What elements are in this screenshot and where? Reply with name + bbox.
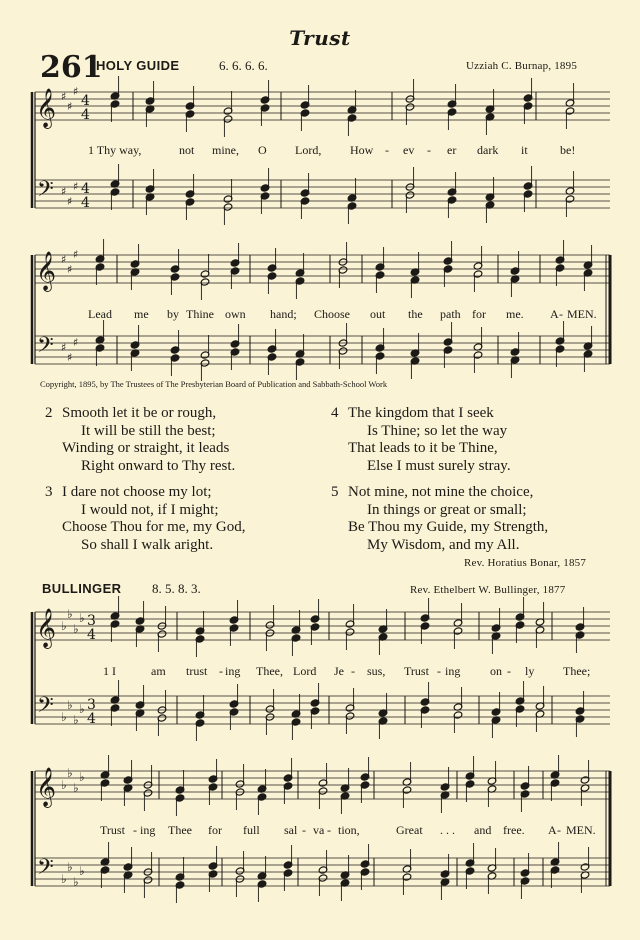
flat-icon: ♭ bbox=[67, 698, 73, 712]
lyric-syllable: MEN. bbox=[567, 307, 597, 321]
sharp-icon: ♯ bbox=[61, 185, 67, 198]
sharp-icon: ♯ bbox=[73, 85, 79, 98]
lyric-syllable: hand; bbox=[270, 307, 297, 321]
stanza-line: Not mine, not mine the choice, bbox=[348, 484, 534, 500]
time-signature: 4 bbox=[81, 107, 90, 123]
flat-icon: ♭ bbox=[67, 860, 73, 874]
lyric-syllable: ing bbox=[140, 823, 156, 837]
lyric-syllable: Je bbox=[334, 664, 344, 678]
flat-icon: ♭ bbox=[73, 781, 79, 795]
time-signature: 3 bbox=[87, 613, 96, 629]
time-signature: 4 bbox=[81, 181, 90, 197]
lyric-syllable: full bbox=[243, 823, 260, 837]
flat-icon: ♭ bbox=[79, 770, 85, 784]
lyric-syllable: Lead bbox=[88, 307, 112, 321]
stanza-line: It will be still the best; bbox=[81, 422, 216, 439]
lyric-syllable: - bbox=[351, 664, 355, 678]
stanza-number: 2 bbox=[45, 405, 53, 421]
sharp-icon: ♯ bbox=[61, 90, 67, 103]
lyric-syllable: How bbox=[350, 143, 374, 157]
lyric-syllable: dark bbox=[477, 143, 499, 157]
bass-clef-icon: 𝄢 bbox=[37, 855, 54, 885]
lyric-syllable: me. bbox=[506, 307, 524, 321]
lyric-syllable: Choose bbox=[314, 307, 350, 321]
lyric-syllable: ly bbox=[525, 664, 535, 678]
flat-icon: ♭ bbox=[61, 710, 67, 724]
stanza-line: Right onward to Thy rest. bbox=[81, 457, 236, 474]
lyric-syllable: - bbox=[219, 664, 223, 678]
lyric-syllable: Thee bbox=[168, 823, 192, 837]
lyric-syllable: ing bbox=[445, 664, 461, 678]
lyric-syllable: va bbox=[313, 823, 325, 837]
time-signature: 4 bbox=[87, 711, 96, 727]
treble-clef-icon: 𝄞 bbox=[36, 251, 57, 291]
lyric-syllable: me bbox=[134, 307, 149, 321]
flat-icon: ♭ bbox=[61, 778, 67, 792]
lyric-syllable: the bbox=[408, 307, 423, 321]
time-signature: 3 bbox=[87, 697, 96, 713]
stanza-5 bbox=[331, 484, 611, 554]
lyric-syllable: trust bbox=[186, 664, 208, 678]
stanza-line: My Wisdom, and my All. bbox=[367, 536, 520, 553]
stanza-4 bbox=[331, 405, 611, 475]
sharp-icon: ♯ bbox=[61, 341, 67, 354]
stanza-line: Smooth let it be or rough, bbox=[62, 405, 217, 421]
lyric-syllable: sal bbox=[284, 823, 298, 837]
stanza-line: Else I must surely stray. bbox=[367, 457, 511, 474]
lyric-syllable: - bbox=[427, 143, 431, 157]
lyric-syllable: sus, bbox=[367, 664, 386, 678]
flat-icon: ♭ bbox=[73, 713, 79, 727]
treble-clef-icon: 𝄞 bbox=[36, 767, 57, 807]
sharp-icon: ♯ bbox=[67, 351, 73, 364]
lyric-syllable: for bbox=[472, 307, 486, 321]
sharp-icon: ♯ bbox=[67, 263, 73, 276]
lyric-syllable: . . . bbox=[440, 823, 455, 837]
treble-clef-icon: 𝄞 bbox=[36, 608, 57, 648]
lyric-syllable: - bbox=[557, 823, 561, 837]
stanza-line: The kingdom that I seek bbox=[348, 405, 494, 421]
flat-icon: ♭ bbox=[61, 619, 67, 633]
lyric-syllable: path bbox=[440, 307, 461, 321]
stanza-number: 4 bbox=[331, 405, 339, 421]
meter-bullinger: 8. 5. 8. 3. bbox=[152, 581, 201, 596]
lyric-syllable: Thee, bbox=[256, 664, 283, 678]
lyric-syllable: Great bbox=[396, 823, 423, 837]
flat-icon: ♭ bbox=[79, 864, 85, 878]
bass-clef-icon: 𝄢 bbox=[37, 333, 54, 363]
lyrics-line-2 bbox=[0, 307, 640, 323]
sharp-icon: ♯ bbox=[61, 253, 67, 266]
flat-icon: ♭ bbox=[73, 622, 79, 636]
stanza-line: In things or great or small; bbox=[367, 501, 527, 518]
lyric-syllable: and bbox=[474, 823, 492, 837]
treble-clef-icon: 𝄞 bbox=[36, 88, 57, 128]
lyric-syllable: mine, bbox=[212, 143, 239, 157]
lyric-syllable: ing bbox=[225, 664, 241, 678]
stanza-line: Choose Thou for me, my God, bbox=[62, 519, 246, 535]
lyric-syllable: Lord, bbox=[295, 143, 322, 157]
sharp-icon: ♯ bbox=[67, 100, 73, 113]
time-signature: 4 bbox=[81, 93, 90, 109]
lyric-syllable: tion, bbox=[338, 823, 360, 837]
lyric-syllable: 1 Thy way, bbox=[88, 143, 142, 157]
composer-holy-guide: Uzziah C. Burnap, 1895 bbox=[466, 60, 578, 72]
lyric-syllable: free. bbox=[503, 823, 525, 837]
lyric-syllable: Lord bbox=[293, 664, 317, 678]
lyric-syllable: Thine bbox=[186, 307, 214, 321]
lyric-syllable: Thee; bbox=[563, 664, 591, 678]
stanza-line: I would not, if I might; bbox=[81, 501, 219, 518]
lyric-syllable: it bbox=[521, 143, 528, 157]
lyric-syllable: - bbox=[302, 823, 306, 837]
stanza-line: Be Thou my Guide, my Strength, bbox=[348, 519, 549, 535]
flat-icon: ♭ bbox=[79, 702, 85, 716]
lyric-syllable: - bbox=[559, 307, 563, 321]
time-signature: 4 bbox=[81, 195, 90, 211]
flat-icon: ♭ bbox=[67, 766, 73, 780]
bass-clef-icon: 𝄢 bbox=[37, 693, 54, 723]
stanza-line: I dare not choose my lot; bbox=[62, 484, 212, 500]
stanza-line: Winding or straight, it leads bbox=[62, 440, 230, 456]
stanza-line: That leads to it be Thine, bbox=[348, 440, 498, 456]
tune-name-bullinger: BULLINGER bbox=[42, 581, 122, 596]
lyric-syllable: out bbox=[370, 307, 386, 321]
page-title: Trust bbox=[289, 26, 351, 50]
hymn-number: 261 bbox=[40, 50, 103, 85]
flat-icon: ♭ bbox=[73, 875, 79, 889]
flat-icon: ♭ bbox=[61, 872, 67, 886]
lyric-syllable: 1 I bbox=[103, 664, 116, 678]
time-signature: 4 bbox=[87, 627, 96, 643]
flat-icon: ♭ bbox=[67, 607, 73, 621]
text-author: Rev. Horatius Bonar, 1857 bbox=[464, 557, 587, 569]
stanza-number: 5 bbox=[331, 484, 339, 500]
lyrics-line-1 bbox=[0, 143, 640, 159]
lyric-syllable: - bbox=[385, 143, 389, 157]
lyric-syllable: A bbox=[548, 823, 557, 837]
stanza-number: 3 bbox=[45, 484, 53, 500]
lyric-syllable: not bbox=[179, 143, 195, 157]
lyrics-line-3 bbox=[0, 664, 640, 680]
lyric-syllable: Trust bbox=[404, 664, 429, 678]
bass-clef-icon: 𝄢 bbox=[37, 177, 54, 207]
lyric-syllable: - bbox=[327, 823, 331, 837]
lyric-syllable: ev bbox=[403, 143, 415, 157]
sharp-icon: ♯ bbox=[67, 195, 73, 208]
sharp-icon: ♯ bbox=[73, 248, 79, 261]
lyric-syllable: by bbox=[167, 307, 179, 321]
flat-icon: ♭ bbox=[79, 611, 85, 625]
tune-name-holy-guide: HOLY GUIDE bbox=[96, 58, 180, 73]
composer-bullinger: Rev. Ethelbert W. Bullinger, 1877 bbox=[410, 584, 566, 596]
lyrics-line-4 bbox=[0, 823, 640, 839]
lyric-syllable: er bbox=[447, 143, 457, 157]
stanza-3 bbox=[45, 484, 305, 554]
lyric-syllable: Trust bbox=[100, 823, 125, 837]
lyric-syllable: on bbox=[490, 664, 502, 678]
stanza-line: Is Thine; so let the way bbox=[367, 422, 508, 439]
lyric-syllable: for bbox=[208, 823, 222, 837]
lyric-syllable: - bbox=[507, 664, 511, 678]
lyric-syllable: O bbox=[258, 143, 267, 157]
lyric-syllable: - bbox=[437, 664, 441, 678]
lyric-syllable: A bbox=[550, 307, 559, 321]
stanza-line: So shall I walk aright. bbox=[81, 536, 214, 553]
stanza-2 bbox=[45, 405, 305, 475]
meter-holy-guide: 6. 6. 6. 6. bbox=[219, 58, 268, 73]
lyric-syllable: MEN. bbox=[566, 823, 596, 837]
lyric-syllable: - bbox=[133, 823, 137, 837]
sharp-icon: ♯ bbox=[73, 180, 79, 193]
copyright-notice: Copyright, 1895, by The Trustees of The Presbyterian Board of Publication and Sabbath-School Work bbox=[40, 379, 388, 389]
lyric-syllable: be! bbox=[560, 143, 576, 157]
sharp-icon: ♯ bbox=[73, 336, 79, 349]
lyric-syllable: am bbox=[151, 664, 166, 678]
lyric-syllable: own bbox=[225, 307, 246, 321]
